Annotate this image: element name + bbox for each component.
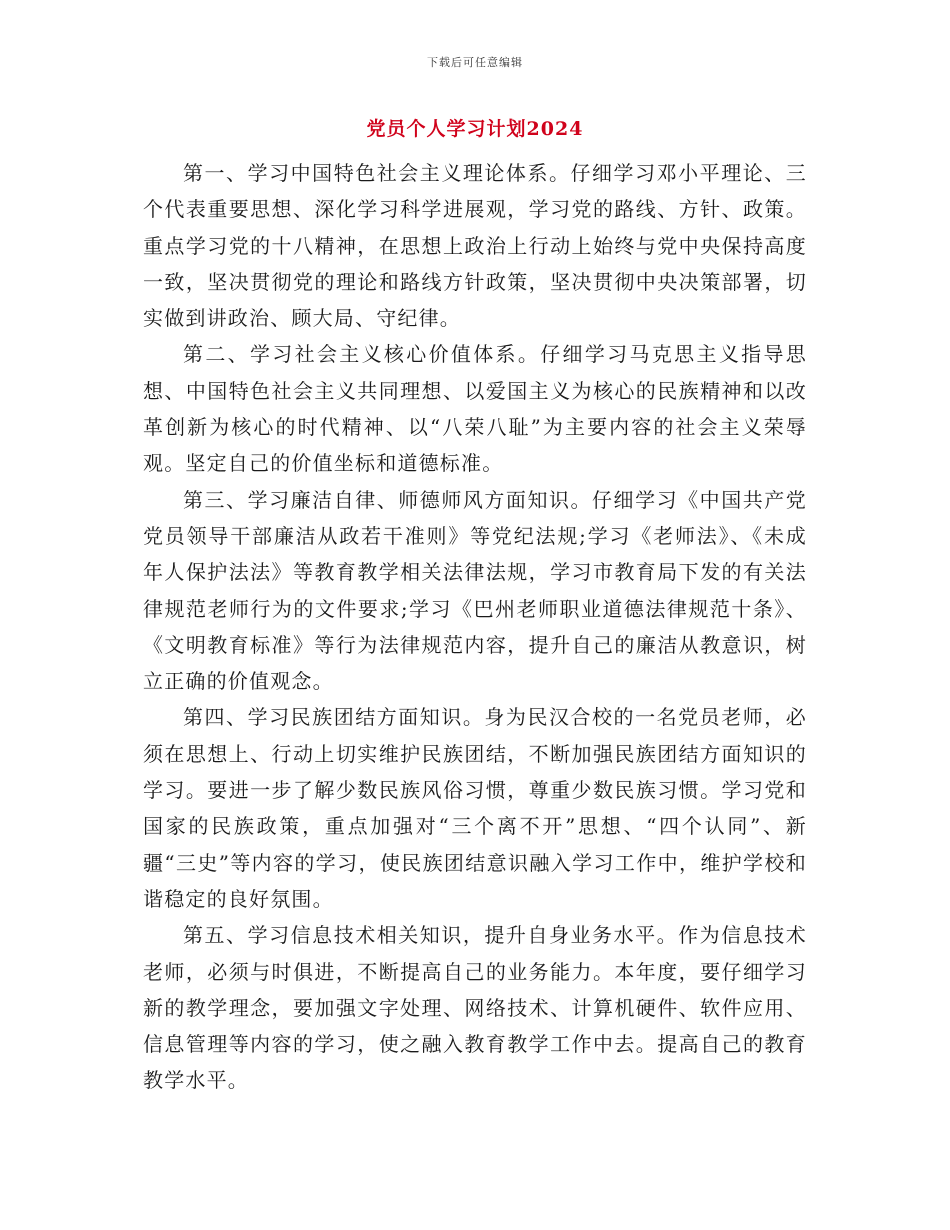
paragraph-2: 第二、学习社会主义核心价值体系。仔细学习马克思主义指导思想、中国特色社会主义共同理想、以爱国主义为核心的民族精神和以改革创新为核心的时代精神、以“八荣八耻”为主要内容的社会主义荣辱观。坚定自己的价值坐标和道德标准。 [143, 342, 807, 476]
document-body [143, 155, 807, 1099]
paragraph-3: 第三、学习廉洁自律、师德师风方面知识。仔细学习《中国共产党党员领导干部廉洁从政若干准则》等党纪法规;学习《老师法》、《未成年人保护法法》等教育教学相关法律法规，学习市教育局下发的有关法律规范老师行为的文件要求;学习《巴州老师职业道德法律规范十条》、《文明教育标准》等行为法律规范内容，提升自己的廉洁从教意识，树立正确的价值观念。 [143, 487, 807, 694]
paragraph-5: 第五、学习信息技术相关知识，提升自身业务水平。作为信息技术老师，必须与时俱进，不断提高自己的业务能力。本年度，要仔细学习新的教学理念，要加强文字处理、网络技术、计算机硬件、软件应用、信息管理等内容的学习，使之融入教育教学工作中去。提高自己的教育教学水平。 [143, 923, 807, 1093]
header-note: 下载后可任意编辑 [427, 56, 523, 69]
paragraph-1: 第一、学习中国特色社会主义理论体系。仔细学习邓小平理论、三个代表重要思想、深化学习科学进展观，学习党的路线、方针、政策。重点学习党的十八精神，在思想上政治上行动上始终与党中央保持高度一致，坚决贯彻党的理论和路线方针政策，坚决贯彻中央决策部署，切实做到讲政治、顾大局、守纪律。 [143, 161, 807, 331]
paragraph-4: 第四、学习民族团结方面知识。身为民汉合校的一名党员老师，必须在思想上、行动上切实维护民族团结，不断加强民族团结方面知识的学习。要进一步了解少数民族风俗习惯，尊重少数民族习惯。学习党和国家的民族政策，重点加强对“三个离不开”思想、“四个认同”、新疆“三史”等内容的学习，使民族团结意识融入学习工作中，维护学校和谐稳定的良好氛围。 [143, 705, 807, 911]
document-title: 党员个人学习计划2024 [366, 118, 584, 140]
